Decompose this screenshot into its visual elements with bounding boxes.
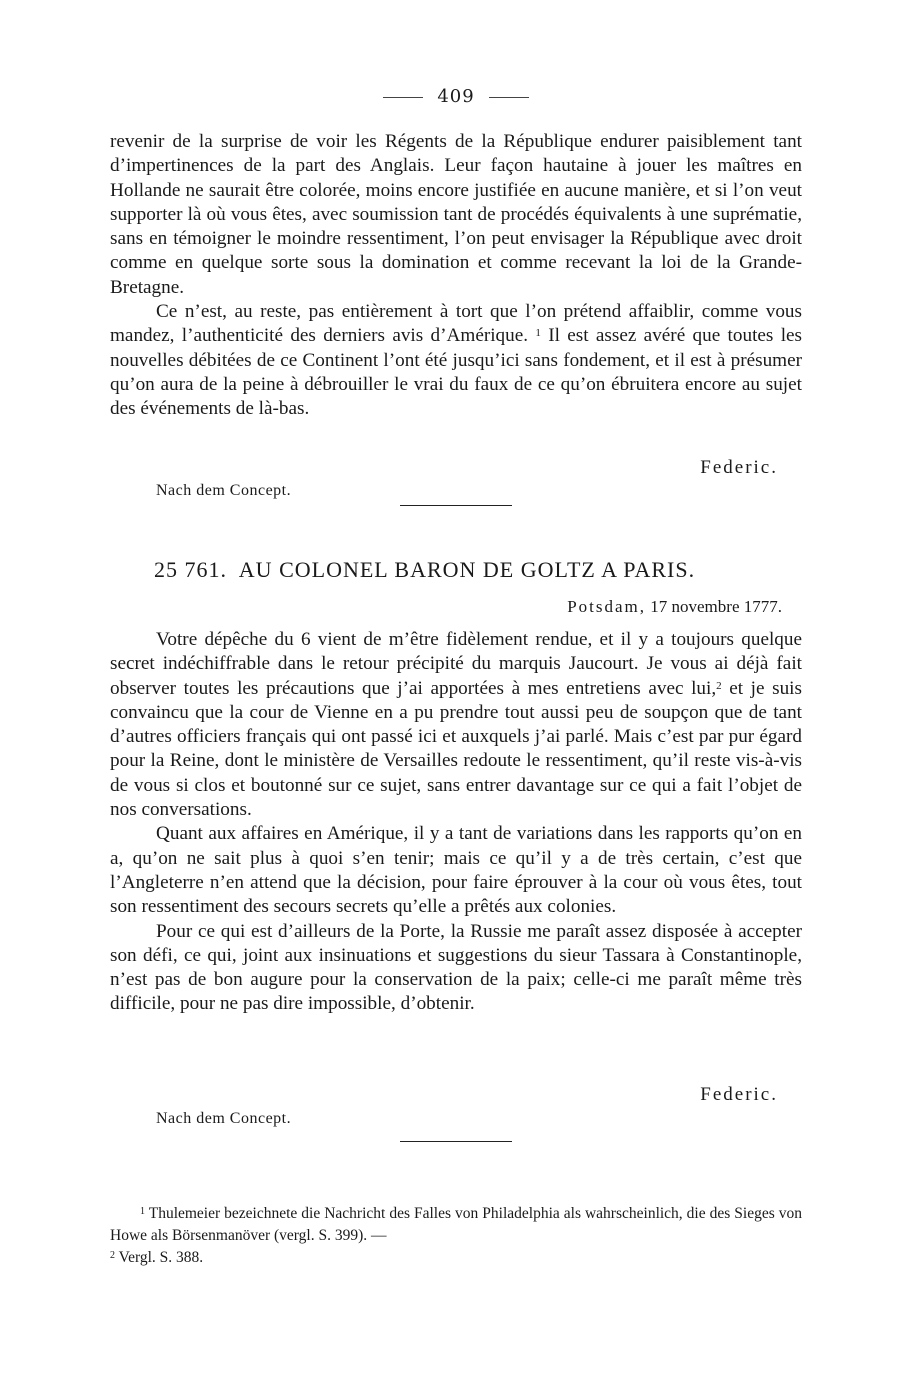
letter-1-paragraph-2 [110,300,802,421]
letter-1-paragraph-1: revenir de la surprise de voir les Régents de la République endurer paisiblement tant d’impertinences de la part des Anglais. Leur façon hautaine à jouer les maîtres en Hollande ne saurait être colorée, moins encore justifiée en aucune manière, et si l’on veut supporter là où vous êtes, avec soumission tant de procédés équivalents à une suprématie, sans en témoigner le moindre ressentiment, l’on peut envisager la République avec droit comme en quelque sorte sous la domination et comme recevant la loi de la Grande-Bretagne. [110,131,802,298]
letter-2-paragraph-1-part-a: Votre dépêche du 6 vient de m’être fidèlement rendue, et il y a toujours quelque secret indéchiffrable dans le retour précipité du marquis Jaucourt. Je vous ai déjà fait observer toutes les précautions que j’ai apportées à mes entretiens avec lui, [110,629,802,699]
footnote-ref-2: 2 [716,679,722,692]
letter-2-signature: Federic. [700,1084,778,1105]
footnotes [110,1203,802,1269]
footnote-1-text: Thulemeier bezeichnete die Nachricht des Falles von Philadelphia als wahrscheinlich, die des Sieges von Howe als Börsenmanöver (vergl. S. 399). — [110,1205,802,1244]
letter-2-date: 17 novembre 1777. [650,597,782,616]
letter-2-place: Potsdam, [567,597,647,616]
page-number-dash-right [489,97,529,98]
letter-2-body [110,628,802,1017]
footnote-1-mark: 1 [140,1206,145,1217]
separator-rule-1 [400,505,512,506]
letter-2-paragraph-1-part-b: et je suis convaincu que la cour de Vienne en a pu prendre tout aussi peu de soupçon que de tant d’autres officiers français qui ont passé ici et auxquels j’ai parlé. Mais c’est par pur égard pour la Reine, dont le ministère de Versailles redoute le ressentiment, qu’il reste vis-à-vis de vous si clos et boutonné sur ce sujet, sans entrer davantage sur ce qui a fait l’objet de nos conversations. [110,677,802,821]
page-number-dash-left [383,97,423,98]
letter-1-paragraph-2-part-a: Ce n’est, au reste, pas entièrement à tort que l’on prétend affaiblir, comme vous mandez, l’authenticité des derniers avis d’Amérique. [110,301,802,347]
footnote-2 [110,1247,802,1269]
letter-2-paragraph-3: Pour ce qui est d’ailleurs de la Porte, la Russie me paraît assez disposée à accepter son défi, ce qui, joint aux insinuations et suggestions du sieur Tassara à Constantinople, n’est pas de bon augure pour la conservation de la paix; celle-ci me paraît même très difficile, pour ne pas dire impossible, d’obtenir. [110,920,802,1015]
letter-1-paragraph-2-part-b: Il est assez avéré que toutes les nouvelles débitées de ce Continent l’ont été jusqu’ici sans fondement, et il est à présumer qu’on aura de la peine à débrouiller le vrai du faux de ce qu’on ébruitera encore au sujet des événements de là-bas. [110,325,803,420]
letter-1-source: Nach dem Concept. [156,482,292,499]
letter-2-heading [154,557,695,583]
letter-2-addressee: AU COLONEL BARON DE GOLTZ A PARIS. [238,557,696,582]
separator-rule-2 [400,1141,512,1142]
letter-1-body [110,130,802,422]
page-number: 409 [437,86,475,107]
page-number-line [110,86,802,107]
footnote-2-text: Vergl. S. 388. [115,1249,204,1266]
footnote-2-mark: 2 [110,1250,115,1261]
letter-1-signature: Federic. [700,457,778,478]
letter-2-dateline [567,597,782,617]
footnote-1 [110,1203,802,1247]
footnote-ref-1: 1 [535,327,541,340]
letter-2-paragraph-1 [110,628,802,822]
letter-number: 25 761. [154,557,227,582]
letter-2-paragraph-2: Quant aux affaires en Amérique, il y a tant de variations dans les rapports qu’on en a, qu’on ne sait plus à quoi s’en tenir; mais ce qu’il y a de très certain, c’est que l’Angleterre n’en attend que la décision, pour faire éprouver à la cour où vous êtes, tout son ressentiment des secours secrets qu’elle a prêtés aux colonies. [110,823,802,918]
letter-2-source: Nach dem Concept. [156,1110,292,1127]
